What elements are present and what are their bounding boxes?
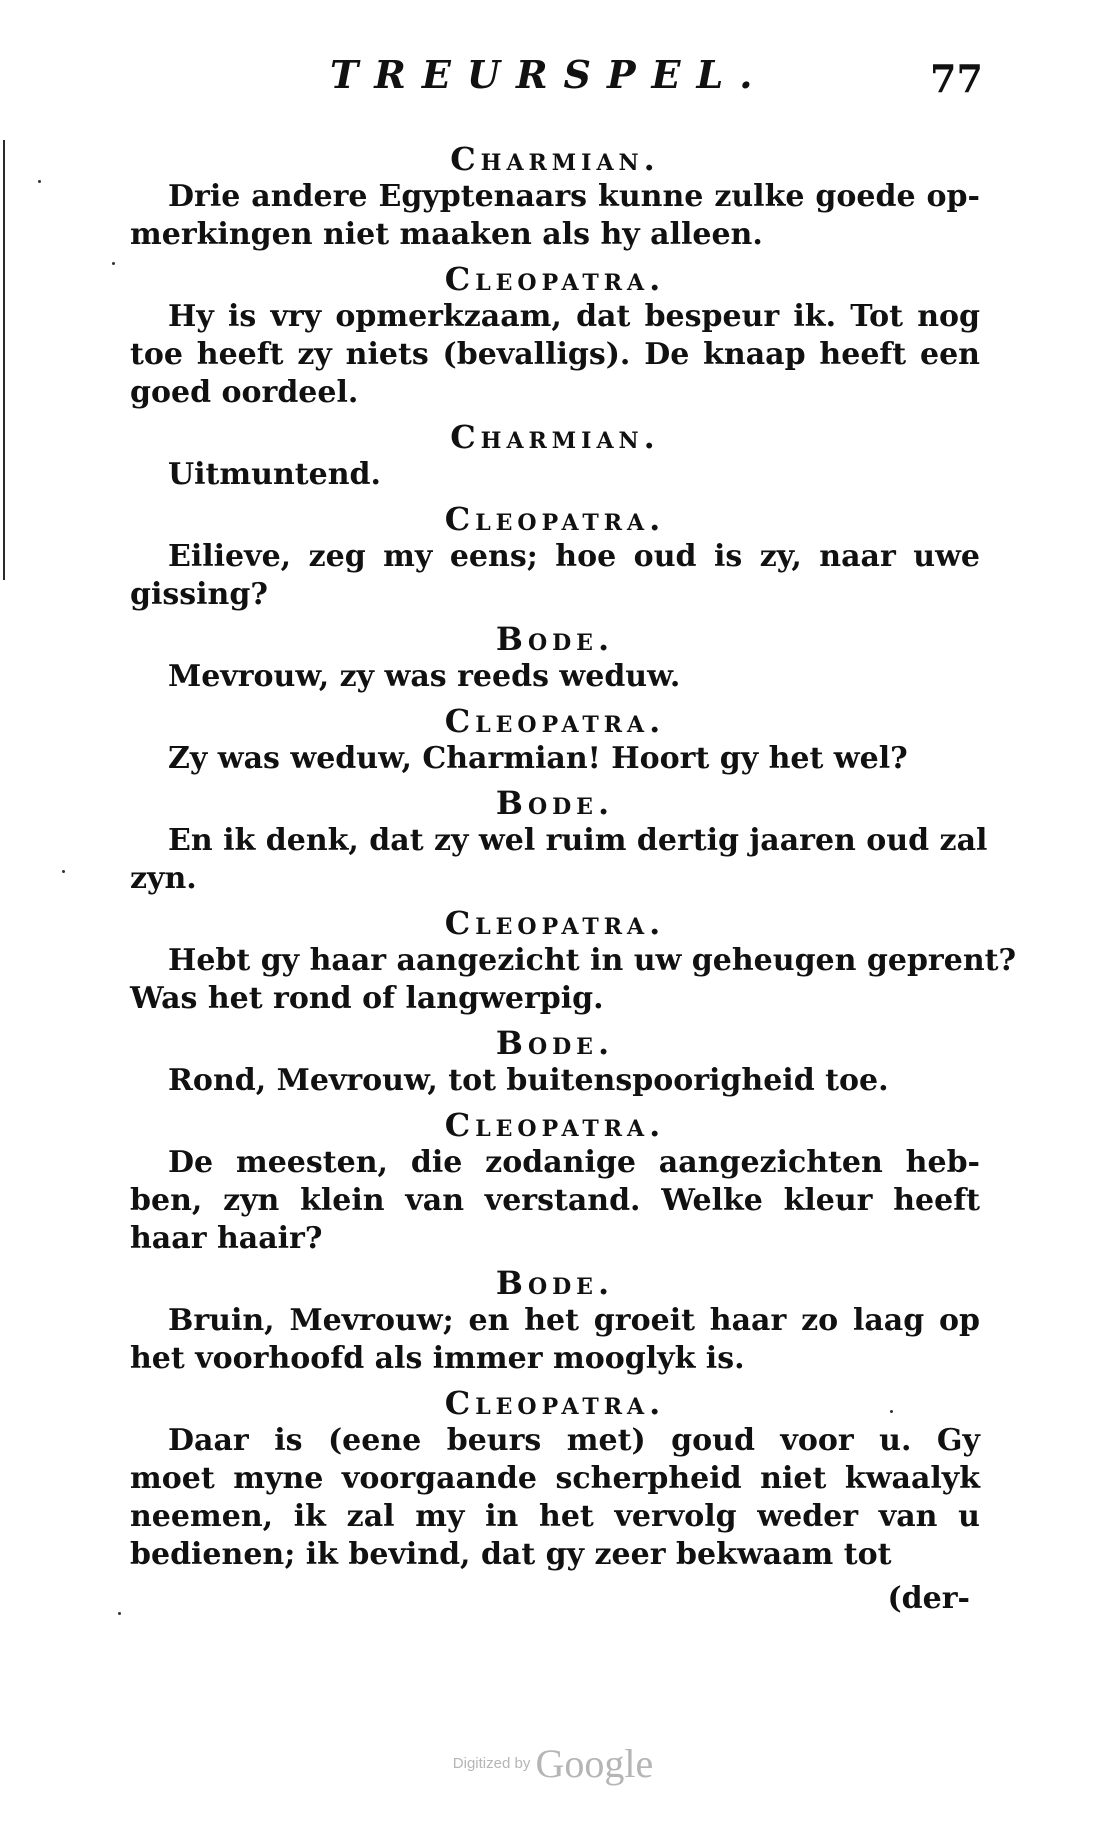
dialogue-line: zyn. (130, 861, 197, 896)
catchword: (der- (887, 1581, 970, 1616)
dialogue-line: Bruin, Mevrouw; en het groeit haar zo laag op (168, 1303, 980, 1338)
page-edge-shadow (3, 140, 5, 580)
page-number: 77 (930, 56, 983, 101)
ink-speck (118, 1612, 121, 1615)
dialogue-line: Drie andere Egyptenaars kunne zulke goede op- (168, 179, 980, 214)
dialogue-line: Eilieve, zeg my eens; hoe oud is zy, naar uwe (168, 539, 980, 574)
dialogue-line: neemen, ik zal my in het vervolg weder van u (130, 1499, 980, 1534)
speaker-name: Cleopatra. (444, 1106, 666, 1144)
google-logo: Google (535, 1741, 654, 1786)
page-header (0, 52, 1106, 112)
speaker-name: Bode. (495, 1024, 615, 1062)
speaker-name: Cleopatra. (444, 260, 666, 298)
speaker-name: Charmian. (450, 418, 660, 456)
dialogue-line: Uitmuntend. (168, 457, 381, 492)
dialogue-line: toe heeft zy niets (bevalligs). De knaap heeft een (130, 337, 980, 372)
speaker-name: Bode. (495, 784, 615, 822)
dialogue-line: Hebt gy haar aangezicht in uw geheugen geprent? (168, 943, 1017, 978)
dialogue-line: haar haair? (130, 1221, 323, 1256)
dialogue-line: goed oordeel. (130, 375, 359, 410)
ink-speck (890, 1410, 893, 1413)
speaker-name: Cleopatra. (444, 500, 666, 538)
dialogue-line: gissing? (130, 577, 268, 612)
dialogue-line: Daar is (eene beurs met) goud voor u. Gy (168, 1423, 980, 1458)
dialogue-line: merkingen niet maaken als hy alleen. (130, 217, 763, 252)
ink-speck (112, 262, 115, 265)
dialogue-line: ben, zyn klein van verstand. Welke kleur heeft (130, 1183, 980, 1218)
dialogue-line: Hy is vry opmerkzaam, dat bespeur ik. Tot nog (168, 299, 980, 334)
ink-speck (38, 180, 41, 183)
speaker-name: Bode. (495, 1264, 615, 1302)
speaker-name: Cleopatra. (444, 702, 666, 740)
dialogue-line: Zy was weduw, Charmian! Hoort gy het wel? (168, 741, 908, 776)
dialogue-line: moet myne voorgaande scherpheid niet kwaalyk (130, 1461, 980, 1496)
digitized-by-label: Digitized by (452, 1755, 531, 1772)
ink-speck (62, 870, 65, 873)
dialogue-line: En ik denk, dat zy wel ruim dertig jaaren oud zal (168, 823, 988, 858)
speaker-name: Bode. (495, 620, 615, 658)
speaker-name: Cleopatra. (444, 1384, 666, 1422)
dialogue-line: het voorhoofd als immer mooglyk is. (130, 1341, 745, 1376)
dialogue-text (130, 140, 1017, 1618)
dialogue-line: Rond, Mevrouw, tot buitenspoorigheid toe. (168, 1063, 889, 1098)
speaker-name: Charmian. (450, 140, 660, 178)
speaker-name: Cleopatra. (444, 904, 666, 942)
dialogue-line: De meesten, die zodanige aangezichten heb- (168, 1145, 980, 1180)
running-title: TREURSPEL. (330, 52, 769, 97)
dialogue-line: Mevrouw, zy was reeds weduw. (168, 659, 681, 694)
digitized-by-watermark (0, 1740, 1106, 1787)
dialogue-line: Was het rond of langwerpig. (130, 981, 604, 1016)
dialogue-line: bedienen; ik bevind, dat gy zeer bekwaam tot (130, 1537, 892, 1572)
